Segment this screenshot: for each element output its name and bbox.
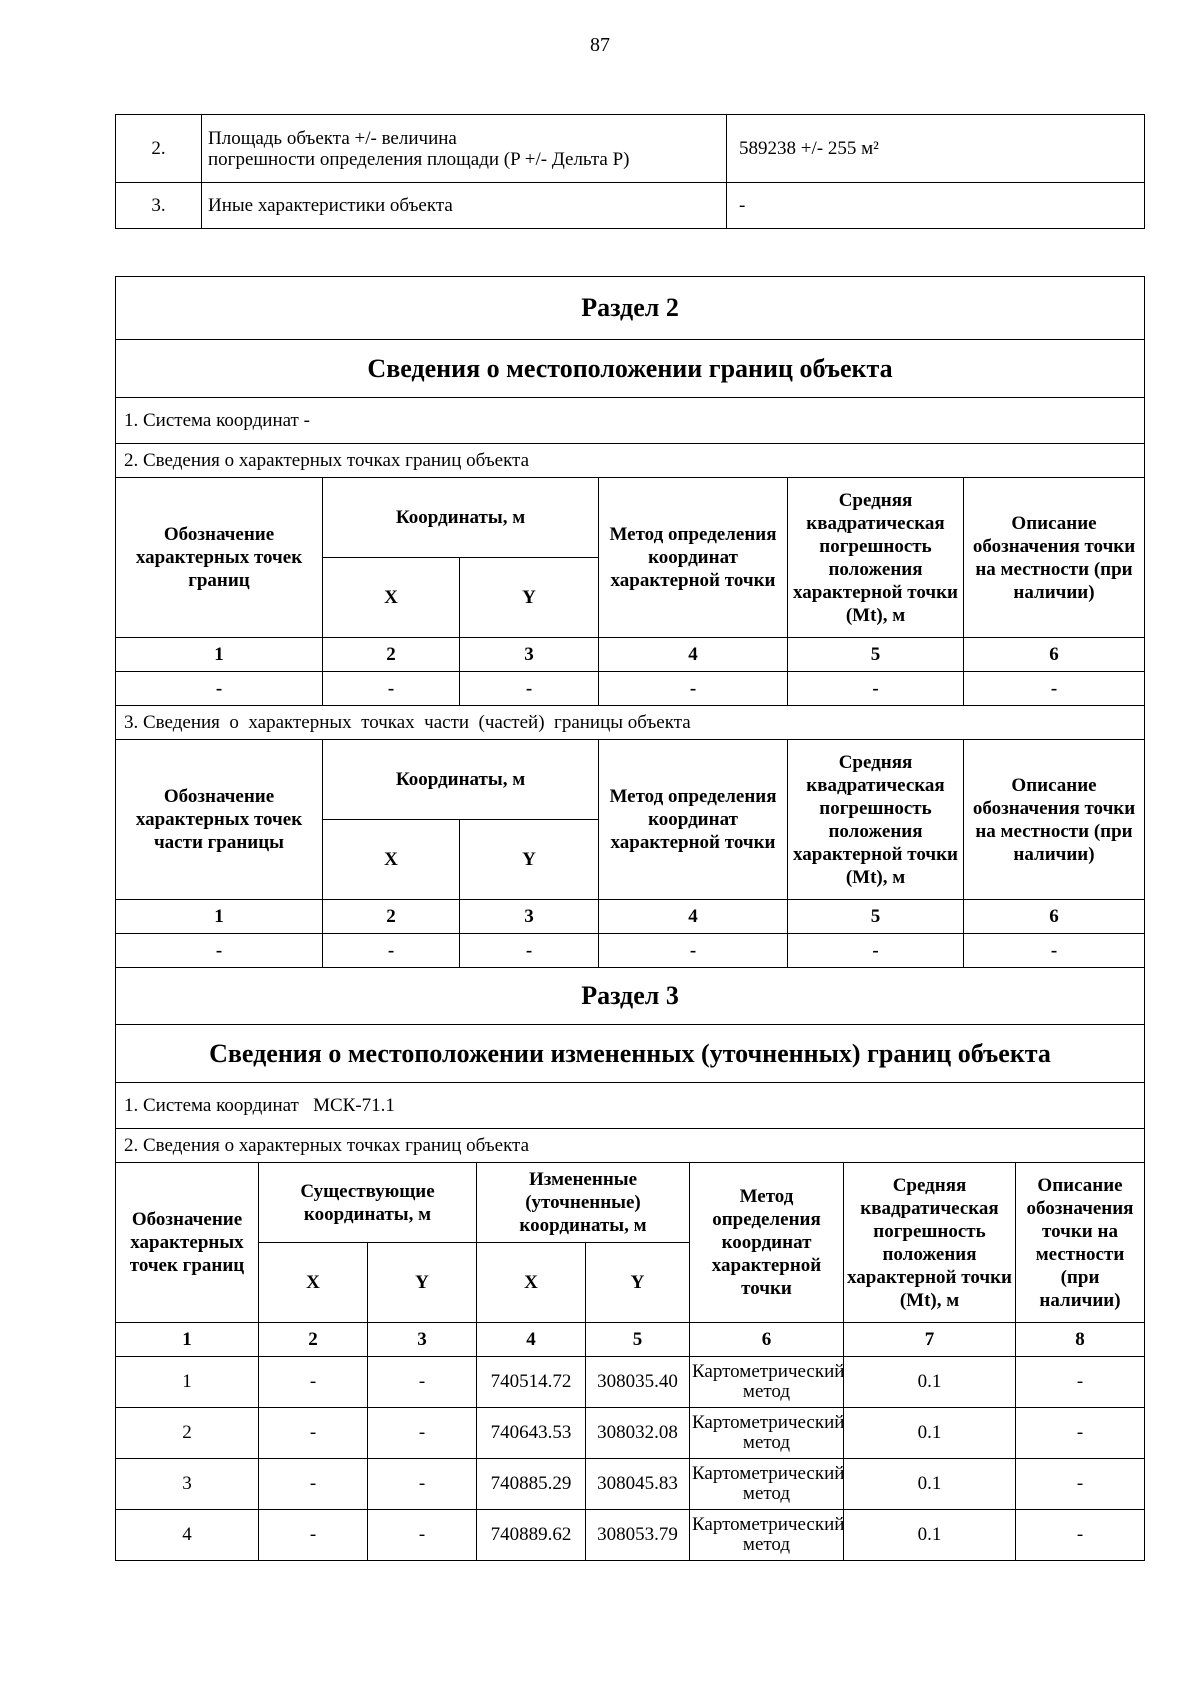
- changed-x: 740889.62: [477, 1510, 586, 1561]
- method: Картометрический метод: [690, 1459, 844, 1510]
- existing-y: -: [368, 1459, 477, 1510]
- col-number: 1: [116, 900, 323, 934]
- col-header-description: Описание обозначения точки на местности (при наличии): [964, 740, 1145, 900]
- col-header-description: Описание обозначения точки на местности (при наличии): [1016, 1163, 1145, 1323]
- section-2-table: [115, 276, 1145, 968]
- existing-y: -: [368, 1408, 477, 1459]
- col-number: 3: [368, 1323, 477, 1357]
- existing-x: -: [259, 1357, 368, 1408]
- row-label: погрешности определения площади (P +/- Дельта P): [208, 148, 630, 170]
- col-number: 5: [788, 900, 964, 934]
- column-numbers-row: [116, 638, 1145, 672]
- existing-x: -: [259, 1408, 368, 1459]
- table-cell: -: [599, 672, 788, 706]
- point-name: 3: [116, 1459, 259, 1510]
- section-3-table: [115, 967, 1145, 1561]
- changed-y: 308032.08: [586, 1408, 690, 1459]
- row-number: 3.: [116, 183, 202, 229]
- col-header-point-name: Обозначение характерных точек границ: [116, 1163, 259, 1323]
- coordinate-system: 1. Система координат МСК-71.1: [116, 1083, 1145, 1129]
- changed-y: 308045.83: [586, 1459, 690, 1510]
- subsection-label: 2. Сведения о характерных точках границ объекта: [116, 1129, 1145, 1163]
- col-header-y: Y: [460, 820, 599, 900]
- col-number: 8: [1016, 1323, 1145, 1357]
- changed-y: 308053.79: [586, 1510, 690, 1561]
- col-header-changed-y: Y: [586, 1243, 690, 1323]
- table-cell: -: [323, 672, 460, 706]
- table-cell: -: [460, 672, 599, 706]
- table-cell: -: [323, 934, 460, 968]
- col-number: 5: [586, 1323, 690, 1357]
- table-row: [116, 934, 1145, 968]
- col-number: 7: [844, 1323, 1016, 1357]
- table-cell: -: [116, 934, 323, 968]
- col-header-changed-coordinates: Измененные (уточненные) координаты, м: [477, 1163, 690, 1243]
- changed-y: 308035.40: [586, 1357, 690, 1408]
- col-number: 1: [116, 1323, 259, 1357]
- col-header-coordinates: Координаты, м: [323, 740, 599, 820]
- changed-x: 740643.53: [477, 1408, 586, 1459]
- table-cell: -: [599, 934, 788, 968]
- row-label: Площадь объекта +/- величина: [208, 127, 457, 149]
- col-header-y: Y: [460, 558, 599, 638]
- table-row: [116, 1357, 1145, 1408]
- col-header-coordinates: Координаты, м: [323, 478, 599, 558]
- description: -: [1016, 1408, 1145, 1459]
- table-cell: -: [788, 934, 964, 968]
- col-header-existing-x: X: [259, 1243, 368, 1323]
- section-heading: Раздел 2: [116, 277, 1145, 340]
- existing-x: -: [259, 1459, 368, 1510]
- col-number: 6: [690, 1323, 844, 1357]
- col-header-changed-x: X: [477, 1243, 586, 1323]
- accuracy-value: 0.1: [844, 1459, 1016, 1510]
- col-number: 6: [964, 638, 1145, 672]
- table-row: [116, 115, 1145, 183]
- subsection-label: 3. Сведения о характерных точках части (частей) границы объекта: [116, 706, 1145, 740]
- row-number: 2.: [116, 115, 202, 183]
- col-header-method: Метод определения координат характерной точки: [599, 478, 788, 638]
- table-cell: -: [116, 672, 323, 706]
- object-characteristics-table: [115, 114, 1145, 229]
- table-cell: -: [964, 934, 1145, 968]
- row-label: Иные характеристики объекта: [202, 183, 727, 229]
- existing-y: -: [368, 1357, 477, 1408]
- col-number: 6: [964, 900, 1145, 934]
- col-header-method: Метод определения координат характерной точки: [690, 1163, 844, 1323]
- table-row: [116, 1510, 1145, 1561]
- section-heading: Раздел 3: [116, 968, 1145, 1025]
- col-header-accuracy: Средняя квадратическая погрешность положения характерной точки (Mt), м: [844, 1163, 1016, 1323]
- column-numbers-row: [116, 1323, 1145, 1357]
- existing-y: -: [368, 1510, 477, 1561]
- accuracy-value: 0.1: [844, 1357, 1016, 1408]
- accuracy-value: 0.1: [844, 1408, 1016, 1459]
- method: Картометрический метод: [690, 1357, 844, 1408]
- col-header-accuracy: Средняя квадратическая погрешность положения характерной точки (Mt), м: [788, 478, 964, 638]
- subsection-label: 2. Сведения о характерных точках границ объекта: [116, 444, 1145, 478]
- col-header-x: X: [323, 820, 460, 900]
- description: -: [1016, 1357, 1145, 1408]
- changed-x: 740514.72: [477, 1357, 586, 1408]
- table-cell: -: [460, 934, 599, 968]
- col-number: 2: [323, 638, 460, 672]
- table-row: [116, 1408, 1145, 1459]
- method: Картометрический метод: [690, 1408, 844, 1459]
- col-number: 4: [599, 638, 788, 672]
- col-header-description: Описание обозначения точки на местности (при наличии): [964, 478, 1145, 638]
- table-row: [116, 672, 1145, 706]
- point-name: 2: [116, 1408, 259, 1459]
- accuracy-value: 0.1: [844, 1510, 1016, 1561]
- table-row: [116, 183, 1145, 229]
- col-number: 1: [116, 638, 323, 672]
- col-header-existing-y: Y: [368, 1243, 477, 1323]
- col-header-point-name: Обозначение характерных точек границ: [116, 478, 323, 638]
- col-header-existing-coordinates: Существующие координаты, м: [259, 1163, 477, 1243]
- coordinate-system: 1. Система координат -: [116, 398, 1145, 444]
- col-header-method: Метод определения координат характерной точки: [599, 740, 788, 900]
- table-cell: -: [788, 672, 964, 706]
- row-value: 589238 +/- 255 м²: [727, 115, 1145, 183]
- description: -: [1016, 1510, 1145, 1561]
- point-name: 4: [116, 1510, 259, 1561]
- point-name: 1: [116, 1357, 259, 1408]
- col-number: 2: [323, 900, 460, 934]
- col-header-point-name: Обозначение характерных точек части границы: [116, 740, 323, 900]
- row-value: -: [727, 183, 1145, 229]
- description: -: [1016, 1459, 1145, 1510]
- col-number: 5: [788, 638, 964, 672]
- section-title: Сведения о местоположении измененных (уточненных) границ объекта: [116, 1025, 1145, 1083]
- col-number: 4: [477, 1323, 586, 1357]
- page-number: 87: [590, 34, 610, 56]
- col-number: 2: [259, 1323, 368, 1357]
- table-cell: -: [964, 672, 1145, 706]
- existing-x: -: [259, 1510, 368, 1561]
- col-header-accuracy: Средняя квадратическая погрешность положения характерной точки (Mt), м: [788, 740, 964, 900]
- changed-x: 740885.29: [477, 1459, 586, 1510]
- col-number: 3: [460, 638, 599, 672]
- column-numbers-row: [116, 900, 1145, 934]
- col-header-x: X: [323, 558, 460, 638]
- table-row: [116, 1459, 1145, 1510]
- section-title: Сведения о местоположении границ объекта: [116, 340, 1145, 398]
- col-number: 4: [599, 900, 788, 934]
- method: Картометрический метод: [690, 1510, 844, 1561]
- col-number: 3: [460, 900, 599, 934]
